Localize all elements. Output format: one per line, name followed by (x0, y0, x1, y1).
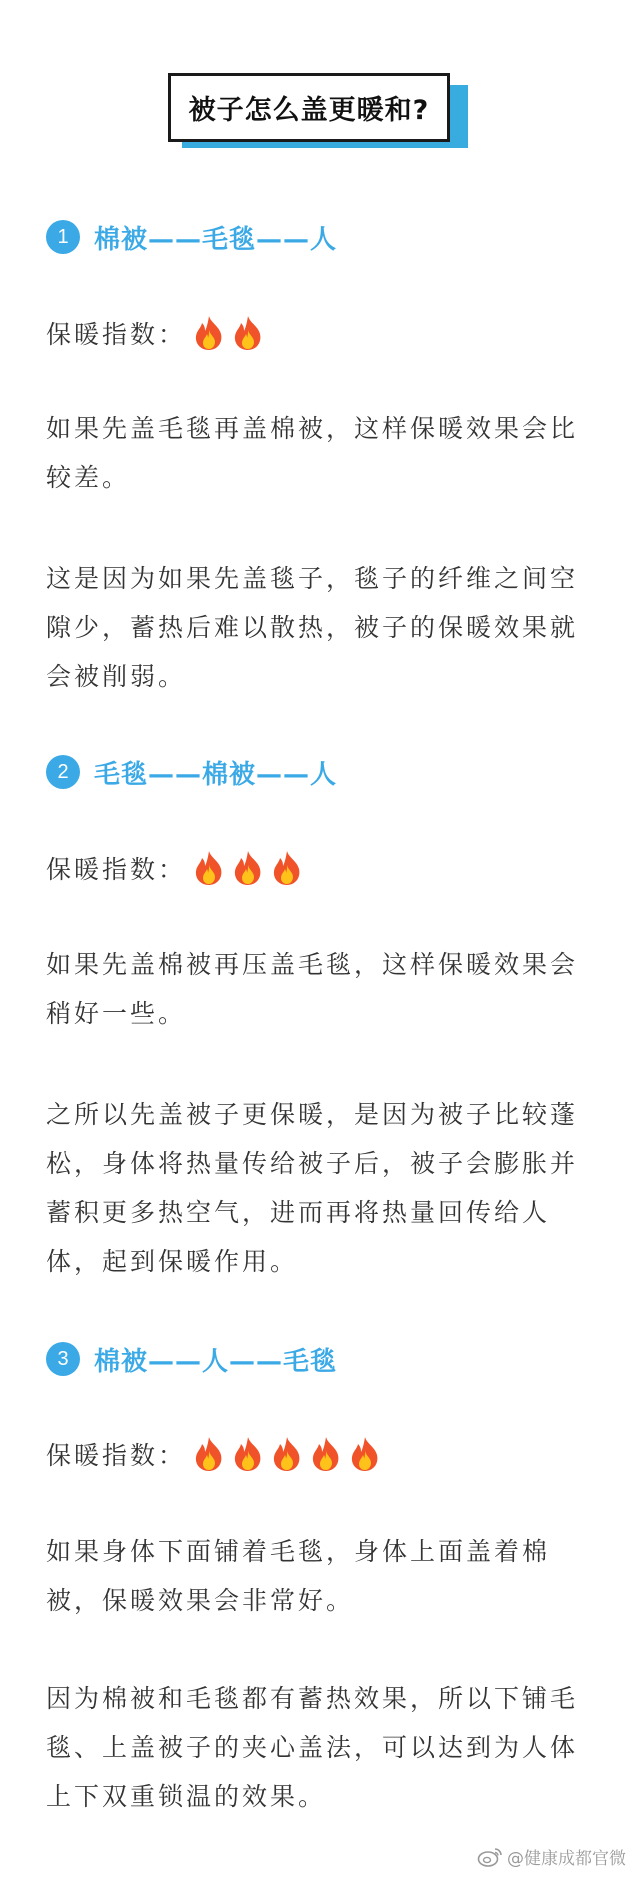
section-1-number-badge: 1 (46, 220, 80, 254)
watermark (477, 1844, 626, 1869)
fire-icon (231, 315, 265, 351)
page-title: 被子怎么盖更暖和? (168, 73, 450, 142)
fire-icon (192, 1436, 226, 1472)
section-3-flames (192, 1436, 387, 1472)
fire-icon (348, 1436, 382, 1472)
section-2-number-badge: 2 (46, 755, 80, 789)
fire-icon (309, 1436, 343, 1472)
fire-icon (192, 315, 226, 351)
section-2-heading: 毛毯——棉被——人 (94, 759, 338, 790)
section-1-paragraph-1: 如果先盖毛毯再盖棉被，这样保暖效果会比较差。 (46, 414, 579, 492)
fire-icon (192, 850, 226, 886)
fire-icon (270, 850, 304, 886)
section-3-heading: 棉被——人——毛毯 (94, 1346, 338, 1377)
fire-icon (231, 850, 265, 886)
section-2-paragraph-2: 之所以先盖被子更保暖，是因为被子比较蓬松，身体将热量传给被子后，被子会膨胀并蓄积更多热空气，进而再将热量回传给人体，起到保暖作用。 (46, 1100, 579, 1276)
section-3-number-badge: 3 (46, 1342, 80, 1376)
section-3-paragraph-2: 因为棉被和毛毯都有蓄热效果，所以下铺毛毯、上盖被子的夹心盖法，可以达到为人体上下双重锁温的效果。 (46, 1684, 579, 1811)
section-1-index-label: 保暖指数： (46, 320, 187, 349)
section-2-header (46, 752, 337, 792)
section-3-index-label: 保暖指数： (46, 1441, 187, 1470)
section-2-paragraph-1: 如果先盖棉被再压盖毛毯，这样保暖效果会稍好一些。 (46, 950, 579, 1028)
section-1-paragraph-2: 这是因为如果先盖毯子，毯子的纤维之间空隙少，蓄热后难以散热，被子的保暖效果就会被削弱。 (46, 564, 579, 691)
section-1-flames (192, 315, 270, 351)
section-2-warmth-index (46, 848, 309, 888)
section-3-header (46, 1339, 337, 1379)
section-1-header (46, 217, 337, 257)
section-2-flames (192, 850, 309, 886)
section-3-warmth-index (46, 1434, 387, 1474)
fire-icon (231, 1436, 265, 1472)
watermark-text: @健康成都官微 (507, 1849, 626, 1869)
section-1-warmth-index (46, 313, 270, 353)
title-card (168, 73, 468, 148)
section-1-heading: 棉被——毛毯——人 (94, 224, 338, 255)
fire-icon (270, 1436, 304, 1472)
section-2-index-label: 保暖指数： (46, 855, 187, 884)
weibo-icon (477, 1846, 503, 1868)
section-3-paragraph-1: 如果身体下面铺着毛毯，身体上面盖着棉被，保暖效果会非常好。 (46, 1537, 551, 1615)
